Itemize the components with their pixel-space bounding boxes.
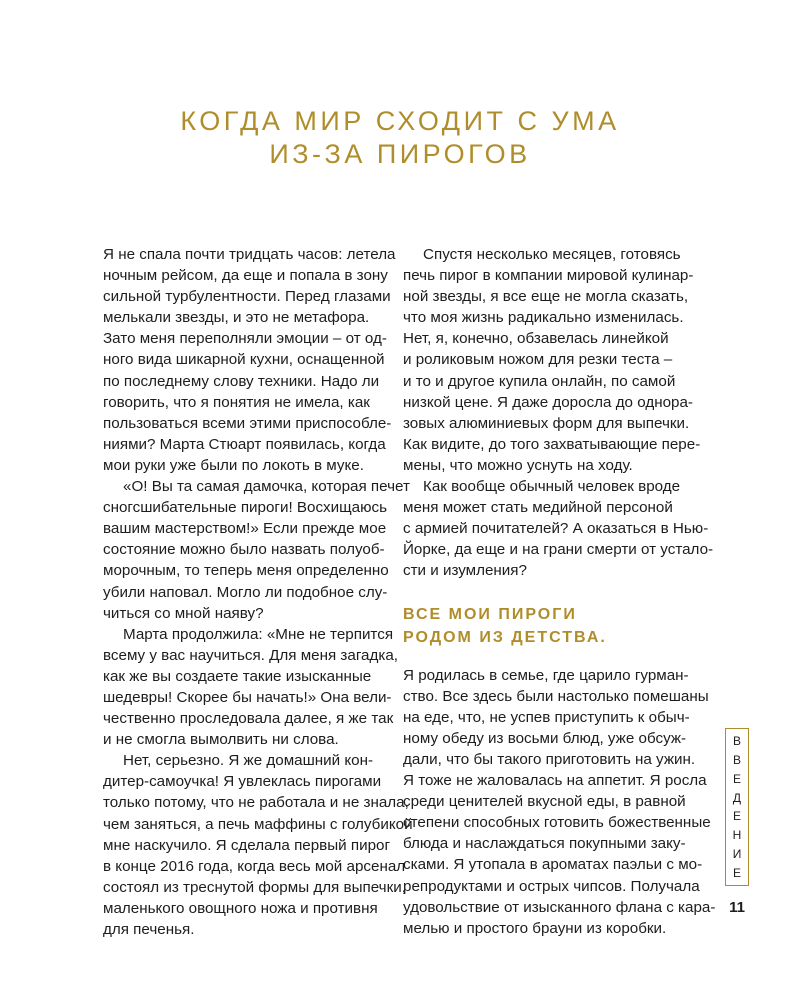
text-line: всему у вас научиться. Для меня загадка,: [103, 646, 398, 664]
text-line: Марта продолжила: «Мне не терпится: [123, 625, 394, 643]
text-line: как же вы создаете такие изысканные: [103, 667, 372, 685]
spacer: [403, 582, 713, 603]
text-line: сильной турбулентности. Перед глазами: [103, 288, 391, 306]
text-line: Я родилась в семье, где царило гурман-: [403, 666, 689, 684]
section-tab: [725, 728, 749, 886]
text-line: ному обеду из восьми блюд, уже обсуж-: [403, 729, 687, 747]
text-line: дитер-самоучка! Я увлеклась пирогами: [103, 773, 382, 791]
text-line: сногсшибательные пироги! Восхищаюсь: [103, 499, 387, 517]
text-line: блюда и наслаждаться покупными заку-: [403, 835, 686, 853]
text-line: меня может стать медийной персоной: [403, 499, 673, 517]
section-tab-letter: В: [732, 752, 741, 767]
text-line: ного вида шикарной кухни, оснащенной: [103, 351, 385, 369]
text-line: морочным, то теперь меня определенно: [103, 562, 389, 580]
text-line: чем заняться, а печь маффины с голубикой: [103, 815, 413, 833]
text-line: ной звезды, я все еще не могла сказать,: [403, 288, 689, 306]
text-line: и роликовым ножом для резки теста –: [403, 351, 673, 369]
subheading-line-1: ВСЕ МОИ ПИРОГИ: [403, 605, 577, 623]
chapter-title: [0, 105, 800, 171]
text-line: «О! Вы та самая дамочка, которая печет: [123, 478, 410, 496]
text-line: низкой цене. Я даже доросла до однора-: [403, 393, 693, 411]
text-line: что моя жизнь радикально изменилась.: [403, 309, 684, 327]
subheading-line-2: РОДОМ ИЗ ДЕТСТВА.: [403, 628, 607, 646]
text-line: Нет, я, конечно, обзавелась линейкой: [403, 330, 669, 348]
text-line: вашим мастерством!» Если прежде мое: [103, 520, 387, 538]
text-line: Спустя несколько месяцев, готовясь: [423, 246, 681, 263]
text-line: печь пирог в компании мировой кулинар-: [403, 267, 694, 285]
chapter-title-line-1: КОГДА МИР СХОДИТ С УМА: [180, 106, 620, 136]
text-line: Я не спала почти тридцать часов: летела: [103, 246, 396, 263]
text-line: мелькали звезды, и это не метафора.: [103, 309, 370, 327]
chapter-title-line-2: ИЗ-ЗА ПИРОГОВ: [269, 139, 531, 169]
text-line: Как вообще обычный человек вроде: [423, 478, 681, 496]
text-line: ночным рейсом, да еще и попала в зону: [103, 267, 388, 285]
text-line: ство. Все здесь были настолько помешаны: [403, 687, 709, 705]
text-line: читься со мной наяву?: [103, 604, 264, 622]
text-line: Я тоже не жаловалась на аппетит. Я росла: [403, 772, 707, 790]
text-line: мои руки уже были по локоть в муке.: [103, 456, 364, 474]
text-line: мены, что можно уснуть на ходу.: [403, 456, 633, 474]
text-line: Как видите, до того захватывающие пере-: [403, 435, 701, 453]
text-line: и не смогла вымолвить ни слова.: [103, 731, 339, 749]
text-line: убили наповал. Могло ли подобное слу-: [103, 583, 388, 601]
section-tab-letter: Д: [732, 790, 742, 805]
text-line: ниями? Марта Стюарт появилась, когда: [103, 435, 386, 453]
text-line: репродуктами и острых чипсов. Получала: [403, 877, 700, 895]
section-tab-letter: Е: [732, 865, 741, 880]
text-line: и то и другое купила онлайн, по самой: [403, 372, 676, 390]
text-line: состояние можно было назвать полуоб-: [103, 541, 385, 559]
text-line: удовольствие от изысканного флана с кара-: [403, 898, 716, 916]
text-line: мелью и простого брауни из коробки.: [403, 919, 667, 937]
text-line: шедевры! Скорее бы начать!» Она вели-: [103, 688, 392, 706]
page-number: 11: [729, 899, 745, 916]
section-tab-letter: Н: [732, 828, 742, 843]
text-line: состоял из треснутой формы для выпечки,: [103, 878, 406, 896]
spacer: [403, 649, 713, 665]
text-line: степени способных готовить божественные: [403, 814, 711, 832]
text-line: по последнему слову техники. Надо ли: [103, 372, 380, 390]
text-line: Йорке, да еще и на грани смерти от устало-: [403, 541, 714, 559]
text-line: с армией почитателей? А оказаться в Нью-: [403, 520, 709, 538]
section-tab-letter: Е: [732, 809, 741, 824]
text-line: чественно проследовала далее, я же так: [103, 710, 394, 728]
text-line: зовых алюминиевых форм для выпечки.: [403, 414, 690, 432]
text-line: Зато меня переполняли эмоции – от од-: [103, 330, 387, 348]
section-tab-letter: В: [732, 734, 741, 748]
section-tab-letter: Е: [732, 771, 741, 786]
text-line: только потому, что не работала и не знала,: [103, 794, 409, 812]
text-line: на еде, что, не успев приступить к обыч-: [403, 708, 690, 726]
text-line: дали, что бы такого приготовить на ужин.: [403, 750, 696, 768]
text-line: пользоваться всеми этими приспособле-: [103, 414, 392, 432]
text-line: для печенья.: [103, 921, 195, 938]
right-text-column: [403, 244, 716, 939]
text-line: среди ценителей вкусной еды, в равной: [403, 793, 686, 811]
text-line: в конце 2016 года, когда весь мой арсенал: [103, 857, 406, 875]
section-tab-letter: И: [732, 847, 742, 862]
text-line: сти и изумления?: [403, 562, 527, 580]
left-text-column: [103, 244, 413, 940]
text-line: мне наскучило. Я сделала первый пирог: [103, 836, 391, 854]
text-line: маленького овощного ножа и противня: [103, 899, 378, 917]
text-line: сками. Я утопала в ароматах паэльи с мо-: [403, 856, 703, 874]
text-line: Нет, серьезно. Я же домашний кон-: [123, 752, 374, 770]
text-line: говорить, что я понятия не имела, как: [103, 393, 370, 411]
